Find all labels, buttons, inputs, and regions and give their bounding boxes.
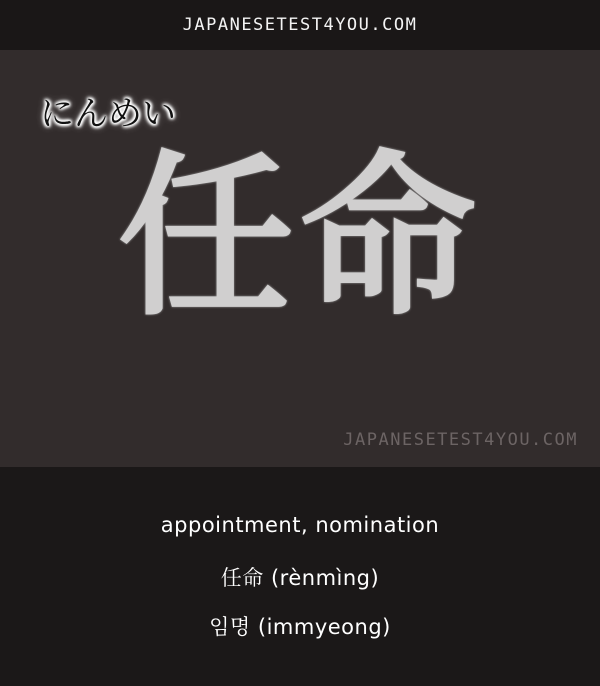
- translation-panel: [0, 467, 600, 686]
- english-meaning: appointment, nomination: [160, 513, 440, 537]
- kanji-word: 任命: [117, 135, 482, 340]
- chinese-translation: 任命 (rènmìng): [220, 566, 380, 590]
- top-bar: [0, 0, 600, 50]
- watermark: JAPANESETEST4YOU.COM: [343, 430, 578, 450]
- flashcard: [0, 50, 600, 467]
- korean-translation: 임명 (immyeong): [209, 615, 391, 639]
- site-title[interactable]: JAPANESETEST4YOU.COM: [182, 15, 418, 35]
- hiragana-reading: にんめい: [40, 94, 176, 134]
